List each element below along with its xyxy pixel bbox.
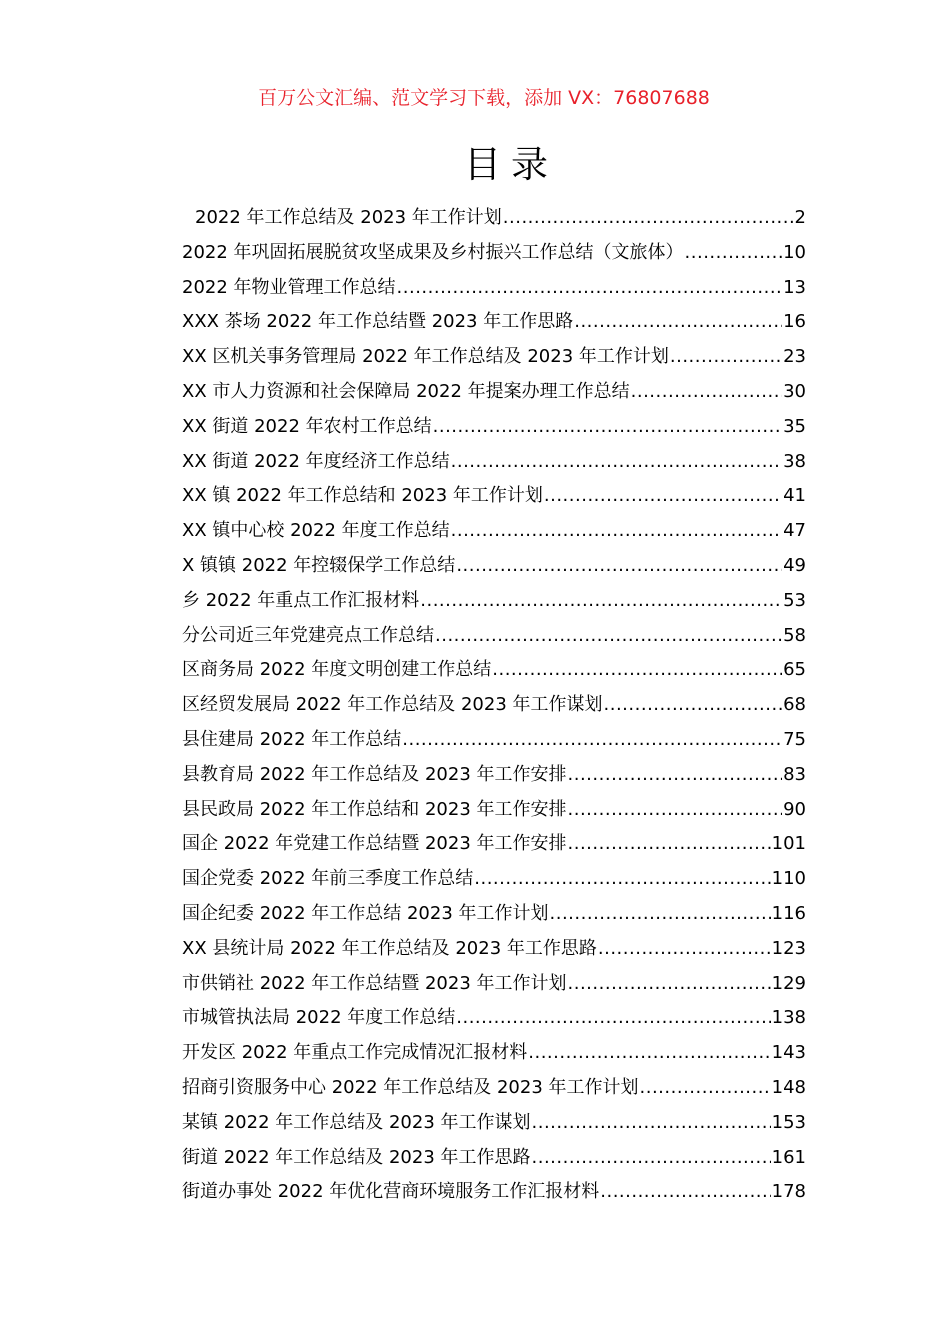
- toc-entry[interactable]: [182, 201, 806, 236]
- toc-entry-page: 138: [771, 1007, 806, 1029]
- toc-entry-title: 开发区 2022 年重点工作完成情况汇报材料: [182, 1042, 528, 1064]
- toc-entry-page: 65: [783, 659, 806, 681]
- toc-entry-page: 16: [783, 311, 806, 333]
- toc-entry[interactable]: [182, 862, 806, 897]
- toc-entry[interactable]: [182, 653, 806, 688]
- toc-entry-page: 35: [783, 415, 806, 437]
- toc-dot-leader: [433, 410, 782, 445]
- toc-entry[interactable]: [182, 445, 806, 480]
- toc-entry-title: X 镇镇 2022 年控辍保学工作总结: [182, 554, 456, 576]
- toc-entry-page: 153: [771, 1111, 806, 1133]
- toc-entry-title: 区经贸发展局 2022 年工作总结及 2023 年工作谋划: [182, 694, 603, 716]
- toc-entry-title: XX 街道 2022 年度经济工作总结: [182, 450, 450, 472]
- toc-entry-page: 38: [783, 450, 806, 472]
- toc-dot-leader: [451, 514, 782, 549]
- toc-entry[interactable]: [182, 1175, 806, 1210]
- toc-entry-page: 101: [771, 833, 806, 855]
- toc-entry-title: XX 市人力资源和社会保障局 2022 年提案办理工作总结: [182, 380, 630, 402]
- toc-entry[interactable]: [182, 340, 806, 375]
- toc-entry[interactable]: [182, 827, 806, 862]
- toc-entry-title: XX 镇 2022 年工作总结和 2023 年工作计划: [182, 485, 543, 507]
- toc-dot-leader: [532, 1106, 771, 1141]
- toc-dot-leader: [503, 201, 794, 236]
- toc-entry-title: 2022 年物业管理工作总结: [182, 276, 396, 298]
- toc-entry-page: 53: [783, 589, 806, 611]
- toc-entry[interactable]: [182, 1036, 806, 1071]
- toc-dot-leader: [640, 1071, 771, 1106]
- toc-dot-leader: [568, 758, 783, 793]
- toc-entry-title: 县教育局 2022 年工作总结及 2023 年工作安排: [182, 763, 567, 785]
- toc-entry-page: 13: [783, 276, 806, 298]
- toc-dot-leader: [435, 619, 782, 654]
- toc-entry[interactable]: [182, 375, 806, 410]
- toc-dot-leader: [544, 479, 782, 514]
- toc-entry-title: 区商务局 2022 年度文明创建工作总结: [182, 659, 492, 681]
- toc-entry[interactable]: [182, 1071, 806, 1106]
- toc-entry-title: 县民政局 2022 年工作总结和 2023 年工作安排: [182, 798, 567, 820]
- toc-entry[interactable]: [182, 236, 806, 271]
- toc-entry[interactable]: [182, 1106, 806, 1141]
- toc-dot-leader: [600, 1175, 770, 1210]
- toc-entry-page: 23: [783, 346, 806, 368]
- toc-entry[interactable]: [182, 514, 806, 549]
- toc-dot-leader: [568, 793, 783, 828]
- toc-entry-title: 乡 2022 年重点工作汇报材料: [182, 589, 420, 611]
- page-title: 目录: [464, 143, 558, 186]
- toc-entry-title: 县住建局 2022 年工作总结: [182, 728, 402, 750]
- toc-entry-title: 分公司近三年党建亮点工作总结: [182, 624, 434, 646]
- toc-dot-leader: [402, 723, 782, 758]
- toc-entry-title: XX 镇中心校 2022 年度工作总结: [182, 520, 450, 542]
- toc-entry-page: 123: [771, 937, 806, 959]
- toc-dot-leader: [492, 653, 782, 688]
- toc-entry-page: 47: [783, 520, 806, 542]
- toc-dot-leader: [574, 305, 782, 340]
- toc-entry[interactable]: [182, 305, 806, 340]
- toc-entry-page: 90: [783, 798, 806, 820]
- toc-entry[interactable]: [182, 619, 806, 654]
- toc-entry[interactable]: [182, 897, 806, 932]
- toc-entry-title: 国企 2022 年党建工作总结暨 2023 年工作安排: [182, 833, 567, 855]
- toc-dot-leader: [685, 236, 783, 271]
- toc-entry[interactable]: [182, 932, 806, 967]
- toc-dot-leader: [420, 584, 782, 619]
- toc-dot-leader: [532, 1141, 771, 1176]
- toc-dot-leader: [456, 1001, 770, 1036]
- toc-entry-title: 国企纪委 2022 年工作总结 2023 年工作计划: [182, 902, 549, 924]
- toc-entry-title: XXX 茶场 2022 年工作总结暨 2023 年工作思路: [182, 311, 574, 333]
- toc-entry[interactable]: [182, 793, 806, 828]
- toc-entry[interactable]: [182, 1001, 806, 1036]
- toc-entry-page: 83: [783, 763, 806, 785]
- toc-entry-page: 49: [783, 554, 806, 576]
- toc-entry-page: 161: [771, 1146, 806, 1168]
- toc-entry-title: XX 区机关事务管理局 2022 年工作总结及 2023 年工作计划: [182, 346, 669, 368]
- toc-entry-title: 国企党委 2022 年前三季度工作总结: [182, 868, 474, 890]
- toc-dot-leader: [528, 1036, 770, 1071]
- toc-entry[interactable]: [182, 688, 806, 723]
- toc-dot-leader: [568, 827, 771, 862]
- toc-entry[interactable]: [182, 479, 806, 514]
- toc-entry-title: XX 县统计局 2022 年工作总结及 2023 年工作思路: [182, 937, 597, 959]
- toc-entry-title: 招商引资服务中心 2022 年工作总结及 2023 年工作计划: [182, 1076, 639, 1098]
- toc-entry-page: 143: [771, 1042, 806, 1064]
- toc-entry-title: 某镇 2022 年工作总结及 2023 年工作谋划: [182, 1111, 531, 1133]
- toc-entry-page: 75: [783, 728, 806, 750]
- toc-entry-title: 市供销社 2022 年工作总结暨 2023 年工作计划: [182, 972, 567, 994]
- toc-dot-leader: [550, 897, 771, 932]
- toc-entry-page: 10: [783, 241, 806, 263]
- toc-dot-leader: [604, 688, 783, 723]
- toc-dot-leader: [474, 862, 770, 897]
- promo-banner: 百万公文汇编、范文学习下载，添加 VX：76807688: [258, 87, 710, 109]
- toc-entry[interactable]: [182, 584, 806, 619]
- toc-entry-page: 116: [771, 902, 806, 924]
- toc-entry-page: 2: [794, 207, 806, 228]
- toc-entry[interactable]: [182, 723, 806, 758]
- toc-dot-leader: [598, 932, 771, 967]
- toc-dot-leader: [397, 271, 783, 306]
- toc-entry[interactable]: [182, 967, 806, 1002]
- toc-dot-leader: [670, 340, 782, 375]
- toc-entry-title: 街道办事处 2022 年优化营商环境服务工作汇报材料: [182, 1181, 600, 1203]
- toc-dot-leader: [451, 445, 782, 480]
- toc-entry-page: 58: [783, 624, 806, 646]
- toc-entry-page: 68: [783, 694, 806, 716]
- toc-entry-page: 178: [771, 1181, 806, 1203]
- toc-entry-page: 148: [771, 1076, 806, 1098]
- toc-entry[interactable]: [182, 410, 806, 445]
- toc-entry-page: 129: [771, 972, 806, 994]
- toc-entry-title: 2022 年巩固拓展脱贫攻坚成果及乡村振兴工作总结（文旅体）: [182, 241, 684, 263]
- toc-entry-title: 市城管执法局 2022 年度工作总结: [182, 1007, 456, 1029]
- toc-entry-page: 30: [783, 380, 806, 402]
- toc-entry[interactable]: [182, 271, 806, 306]
- toc-entry-title: 2022 年工作总结及 2023 年工作计划: [195, 207, 502, 228]
- toc-entry-title: XX 街道 2022 年农村工作总结: [182, 415, 432, 437]
- toc-dot-leader: [456, 549, 782, 584]
- toc-entry-page: 41: [783, 485, 806, 507]
- toc-dot-leader: [568, 967, 771, 1002]
- toc-entry-title: 街道 2022 年工作总结及 2023 年工作思路: [182, 1146, 531, 1168]
- toc-dot-leader: [631, 375, 782, 410]
- table-of-contents: [182, 201, 806, 1210]
- toc-entry-page: 110: [771, 868, 806, 890]
- toc-entry[interactable]: [182, 758, 806, 793]
- toc-entry[interactable]: [182, 549, 806, 584]
- toc-entry[interactable]: [182, 1141, 806, 1176]
